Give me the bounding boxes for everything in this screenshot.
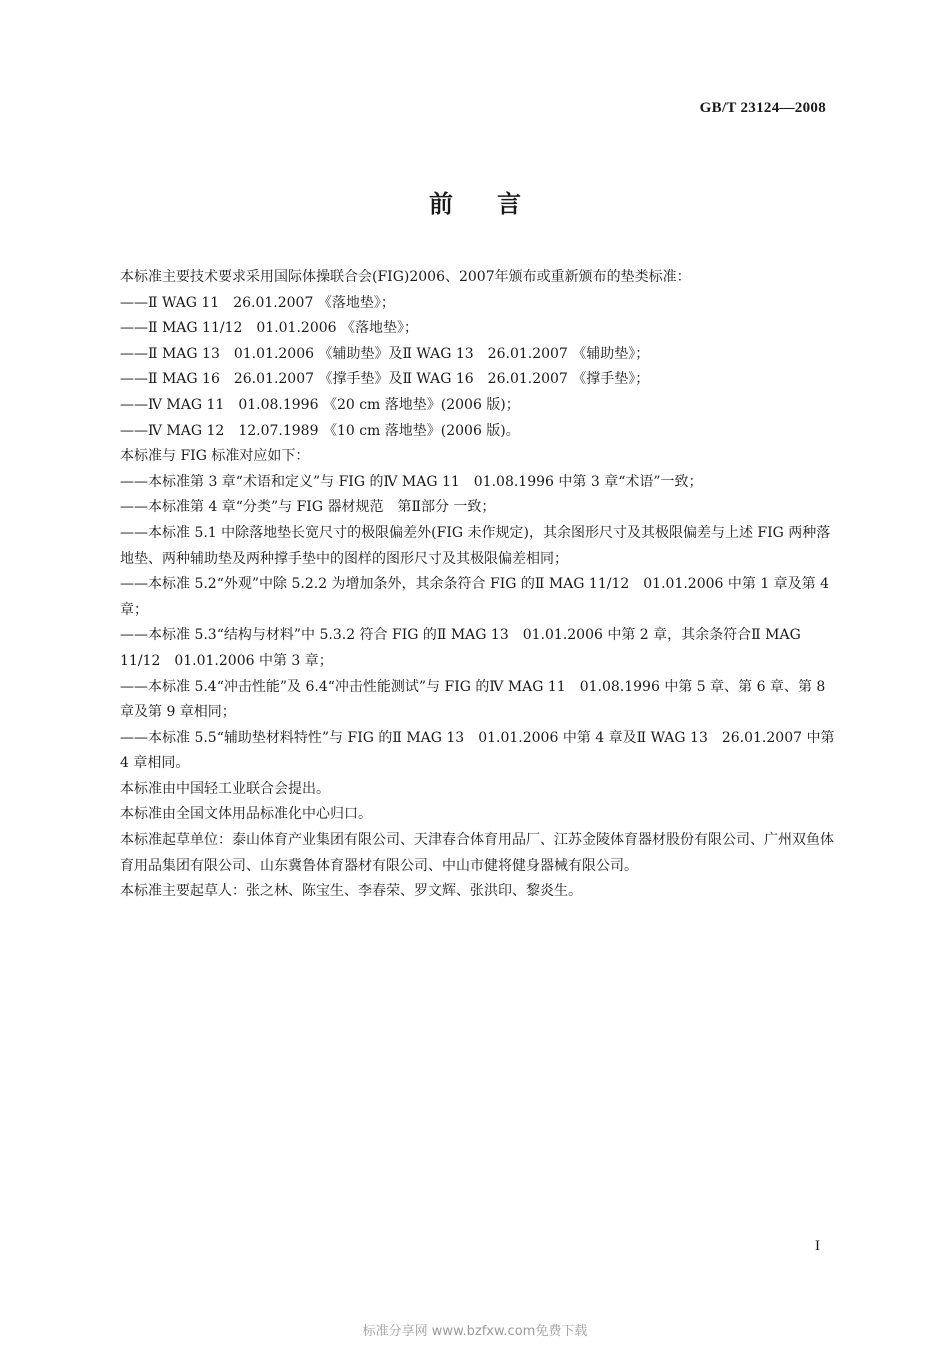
- list-item: ——本标准 5.4“冲击性能”及 6.4“冲击性能测试”与 FIG 的Ⅳ MAG 11 01.08.1996 中第 5 章、第 6 章、第 8 章及第 9 章相同；: [120, 678, 826, 721]
- list-item: ——本标准第 3 章“术语和定义”与 FIG 的Ⅳ MAG 11 01.08.1996 中第 3 章“术语”一致；: [120, 473, 703, 490]
- paragraph-intro: 本标准主要技术要求采用国际体操联合会(FIG)2006、2007年颁布或重新颁布的垫类标准：: [120, 269, 691, 285]
- page-number: I: [815, 1238, 820, 1254]
- standard-code: GB/T 23124—2008: [699, 100, 826, 116]
- list-item: ——本标准 5.5“辅助垫材料特性”与 FIG 的Ⅱ MAG 13 01.01.2006 中第 4 章及Ⅱ WAG 13 26.01.2007 中第 4 章相同。: [120, 729, 835, 772]
- list-item: ——Ⅳ MAG 11 01.08.1996 《20 cm 落地垫》(2006 版)；: [120, 396, 520, 413]
- paragraph-drafters: 本标准主要起草人：张之林、陈宝生、李春荣、罗文辉、张洪印、黎炎生。: [120, 883, 582, 900]
- list-item: ——本标准 5.2“外观”中除 5.2.2 为增加条外，其余条符合 FIG 的Ⅱ MAG 11/12 01.01.2006 中第 1 章及第 4 章；: [120, 576, 830, 618]
- paragraph-drafting-units: 本标准起草单位：泰山体育产业集团有限公司、天津春合体育用品厂、江苏金陵体育器材股份有限公司、广州双鱼体育用品集团有限公司、山东冀鲁体育器材有限公司、中山市健将健身器械有限公司。: [120, 832, 834, 874]
- paragraph-centralized: 本标准由全国文体用品标准化中心归口。: [120, 806, 372, 823]
- page-title: 前言: [429, 190, 565, 218]
- list-item: ——Ⅱ MAG 16 26.01.2007 《撑手垫》及Ⅱ WAG 16 26.01.2007 《撑手垫》；: [120, 371, 650, 388]
- list-item: ——Ⅱ MAG 11/12 01.01.2006 《落地垫》；: [120, 320, 418, 337]
- list-item: ——本标准 5.1 中除落地垫长宽尺寸的极限偏差外(FIG 未作规定)，其余图形尺寸及其极限偏差与上述 FIG 两种落地垫、两种辅助垫及两种撑手垫中的图样的图形尺寸及其极限偏差相同；: [120, 524, 831, 567]
- paragraph-correspondence: 本标准与 FIG 标准对应如下：: [120, 448, 310, 465]
- paragraph-proposer: 本标准由中国轻工业联合会提出。: [120, 780, 330, 797]
- list-item: ——Ⅱ WAG 11 26.01.2007 《落地垫》；: [120, 294, 395, 311]
- watermark: 标准分享网 www.bzfxw.com免费下载: [362, 1324, 588, 1339]
- list-item: ——本标准第 4 章“分类”与 FIG 器材规范 第Ⅱ部分 一致；: [120, 499, 496, 516]
- list-item: ——本标准 5.3“结构与材料”中 5.3.2 符合 FIG 的Ⅱ MAG 13 01.01.2006 中第 2 章，其余条符合Ⅱ MAG 11/12 01.01.2006 中第 3 章；: [120, 627, 801, 669]
- list-item: ——Ⅱ MAG 13 01.01.2006 《辅助垫》及Ⅱ WAG 13 26.01.2007 《辅助垫》；: [120, 345, 650, 362]
- list-item: ——Ⅳ MAG 12 12.07.1989 《10 cm 落地垫》(2006 版)。: [120, 422, 520, 439]
- document-body: [120, 265, 836, 905]
